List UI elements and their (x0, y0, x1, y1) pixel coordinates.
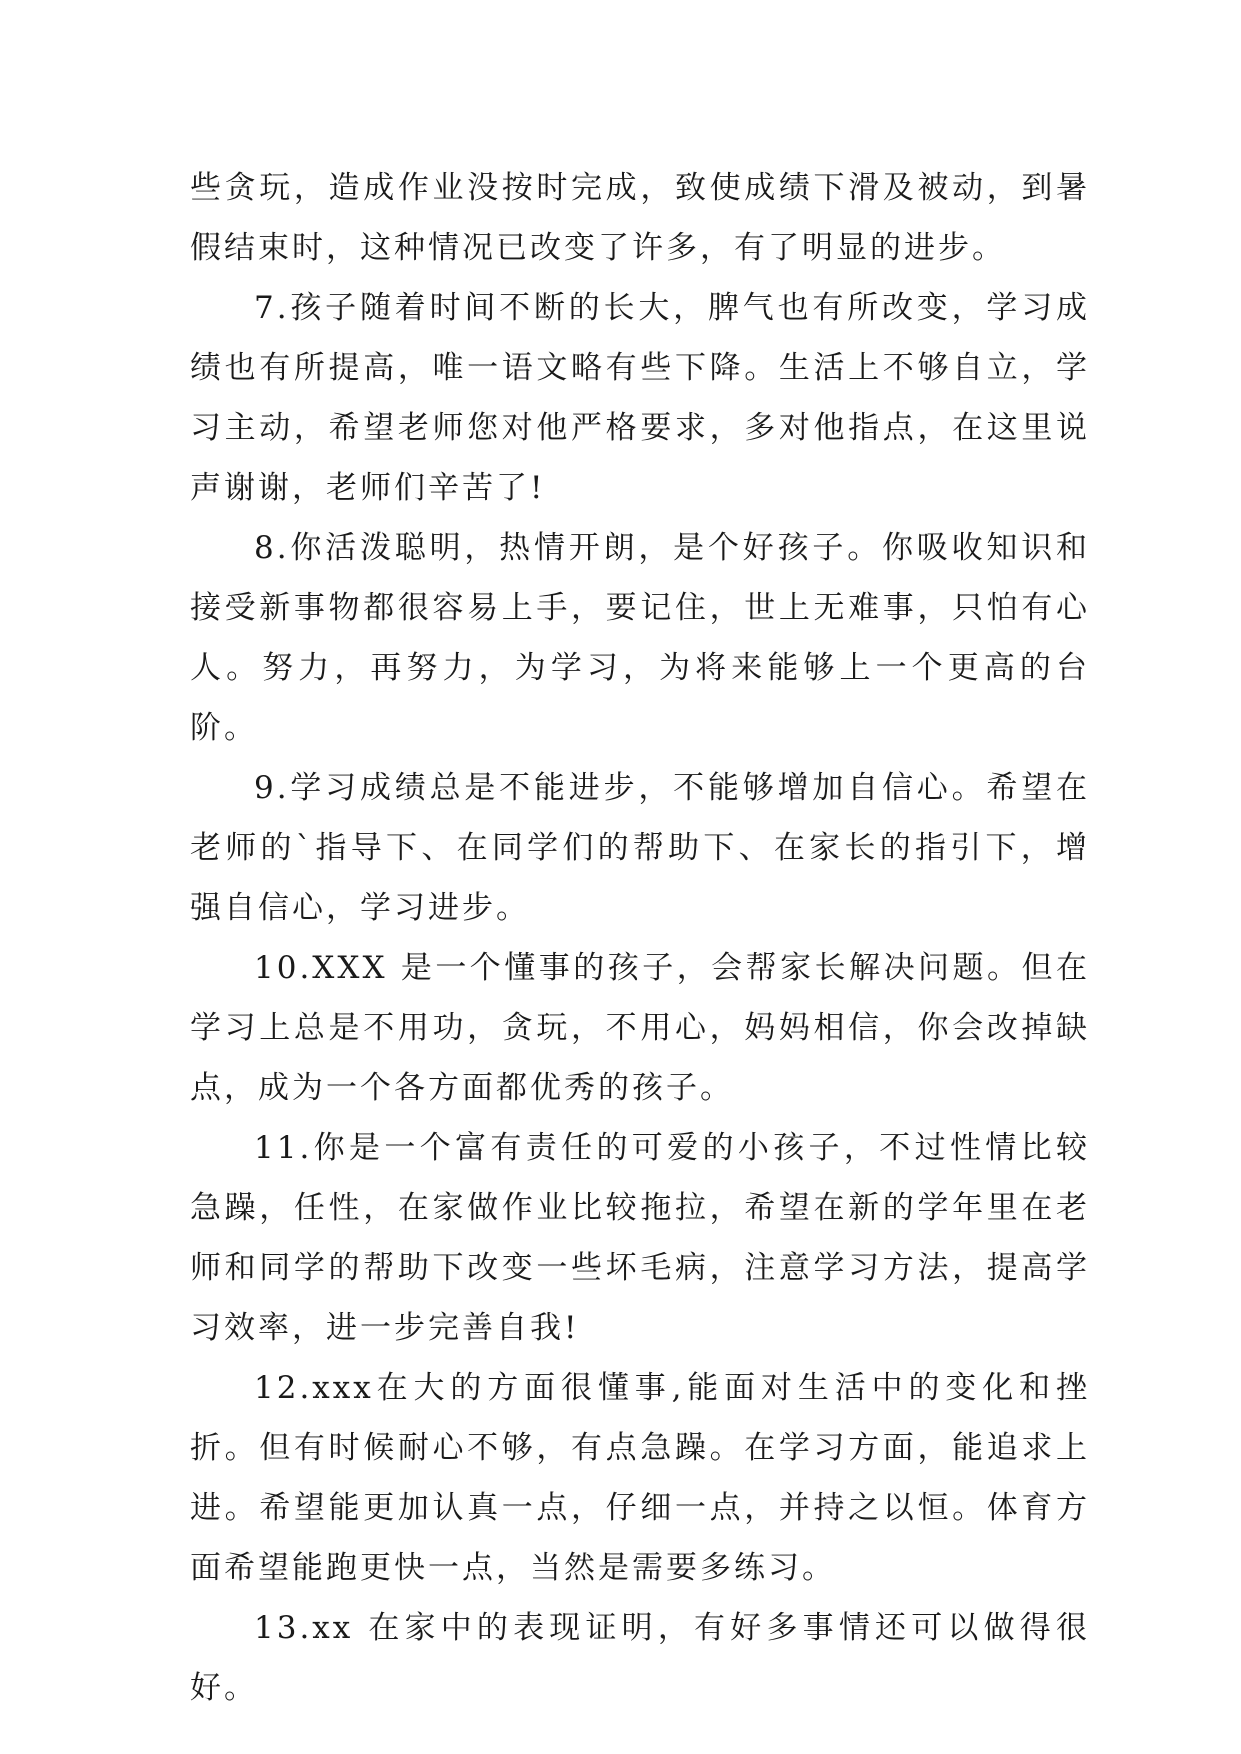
paragraph-item-12: 12.xxx在大的方面很懂事,能面对生活中的变化和挫折。但有时候耐心不够，有点急躁。在学习方面，能追求上进。希望能更加认真一点，仔细一点，并持之以恒。体育方面希望能跑更快一点，当然是需要多练习。 (190, 1370, 1090, 1586)
paragraph-item-8: 8.你活泼聪明，热情开朗，是个好孩子。你吸收知识和接受新事物都很容易上手，要记住，世上无难事，只怕有心人。努力，再努力，为学习，为将来能够上一个更高的台阶。 (190, 530, 1090, 746)
paragraph-continuation: 些贪玩，造成作业没按时完成，致使成绩下滑及被动，到暑假结束时，这种情况已改变了许多，有了明显的进步。 (190, 170, 1090, 266)
paragraph-item-10: 10.XXX 是一个懂事的孩子，会帮家长解决问题。但在学习上总是不用功，贪玩，不用心，妈妈相信，你会改掉缺点，成为一个各方面都优秀的孩子。 (190, 950, 1090, 1106)
paragraph-item-7: 7.孩子随着时间不断的长大，脾气也有所改变，学习成绩也有所提高，唯一语文略有些下降。生活上不够自立，学习主动，希望老师您对他严格要求，多对他指点，在这里说声谢谢，老师们辛苦了! (190, 290, 1090, 506)
paragraph-item-9: 9.学习成绩总是不能进步，不能够增加自信心。希望在老师的`指导下、在同学们的帮助下、在家长的指引下，增强自信心，学习进步。 (190, 770, 1090, 926)
paragraph-item-13: 13.xx 在家中的表现证明，有好多事情还可以做得很好。 (190, 1610, 1090, 1706)
paragraph-item-11: 11.你是一个富有责任的可爱的小孩子，不过性情比较急躁，任性，在家做作业比较拖拉，希望在新的学年里在老师和同学的帮助下改变一些坏毛病，注意学习方法，提高学习效率，进一步完善自我! (190, 1130, 1090, 1346)
document-body (190, 158, 1090, 1718)
